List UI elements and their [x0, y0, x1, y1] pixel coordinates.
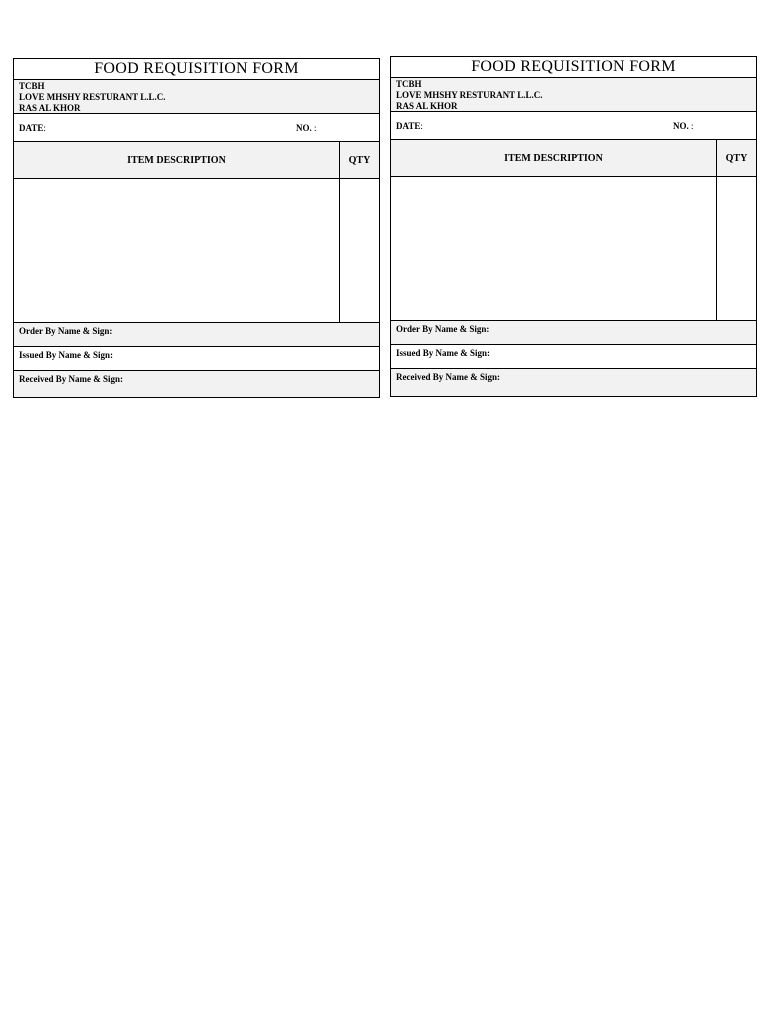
company-block [391, 78, 756, 112]
form-title: FOOD REQUISITION FORM [391, 57, 756, 78]
items-table-body [14, 179, 379, 323]
item-description-cell[interactable] [391, 177, 717, 320]
number-label: NO. : [673, 120, 694, 131]
date-label: DATE: [19, 122, 46, 133]
qty-header: QTY [348, 154, 371, 166]
items-table-body [391, 177, 756, 321]
qty-cell[interactable] [340, 179, 379, 322]
company-name: LOVE MHSHY RESTURANT L.L.C. [19, 92, 166, 102]
received-by-field[interactable]: Received By Name & Sign: [391, 369, 756, 396]
company-block [14, 80, 379, 114]
requisition-form-right [390, 56, 757, 397]
issued-by-field[interactable]: Issued By Name & Sign: [14, 347, 379, 371]
order-by-field[interactable]: Order By Name & Sign: [14, 323, 379, 347]
qty-header: QTY [725, 152, 748, 164]
date-number-row [14, 114, 379, 142]
item-description-cell[interactable] [14, 179, 340, 322]
requisition-form-left [13, 58, 380, 398]
item-description-header: ITEM DESCRIPTION [391, 140, 717, 176]
item-description-header: ITEM DESCRIPTION [14, 142, 340, 178]
issued-by-field[interactable]: Issued By Name & Sign: [391, 345, 756, 369]
form-title: FOOD REQUISITION FORM [14, 59, 379, 80]
table-header [391, 140, 756, 177]
date-label: DATE: [396, 120, 423, 131]
order-by-field[interactable]: Order By Name & Sign: [391, 321, 756, 345]
number-label: NO. : [296, 122, 317, 133]
company-location: RAS AL KHOR [19, 103, 81, 113]
date-number-row [391, 112, 756, 140]
received-by-field[interactable]: Received By Name & Sign: [14, 371, 379, 397]
table-header [14, 142, 379, 179]
company-location: RAS AL KHOR [396, 101, 458, 111]
qty-cell[interactable] [717, 177, 756, 320]
company-code: TCBH [396, 79, 422, 89]
company-code: TCBH [19, 81, 45, 91]
company-name: LOVE MHSHY RESTURANT L.L.C. [396, 90, 543, 100]
